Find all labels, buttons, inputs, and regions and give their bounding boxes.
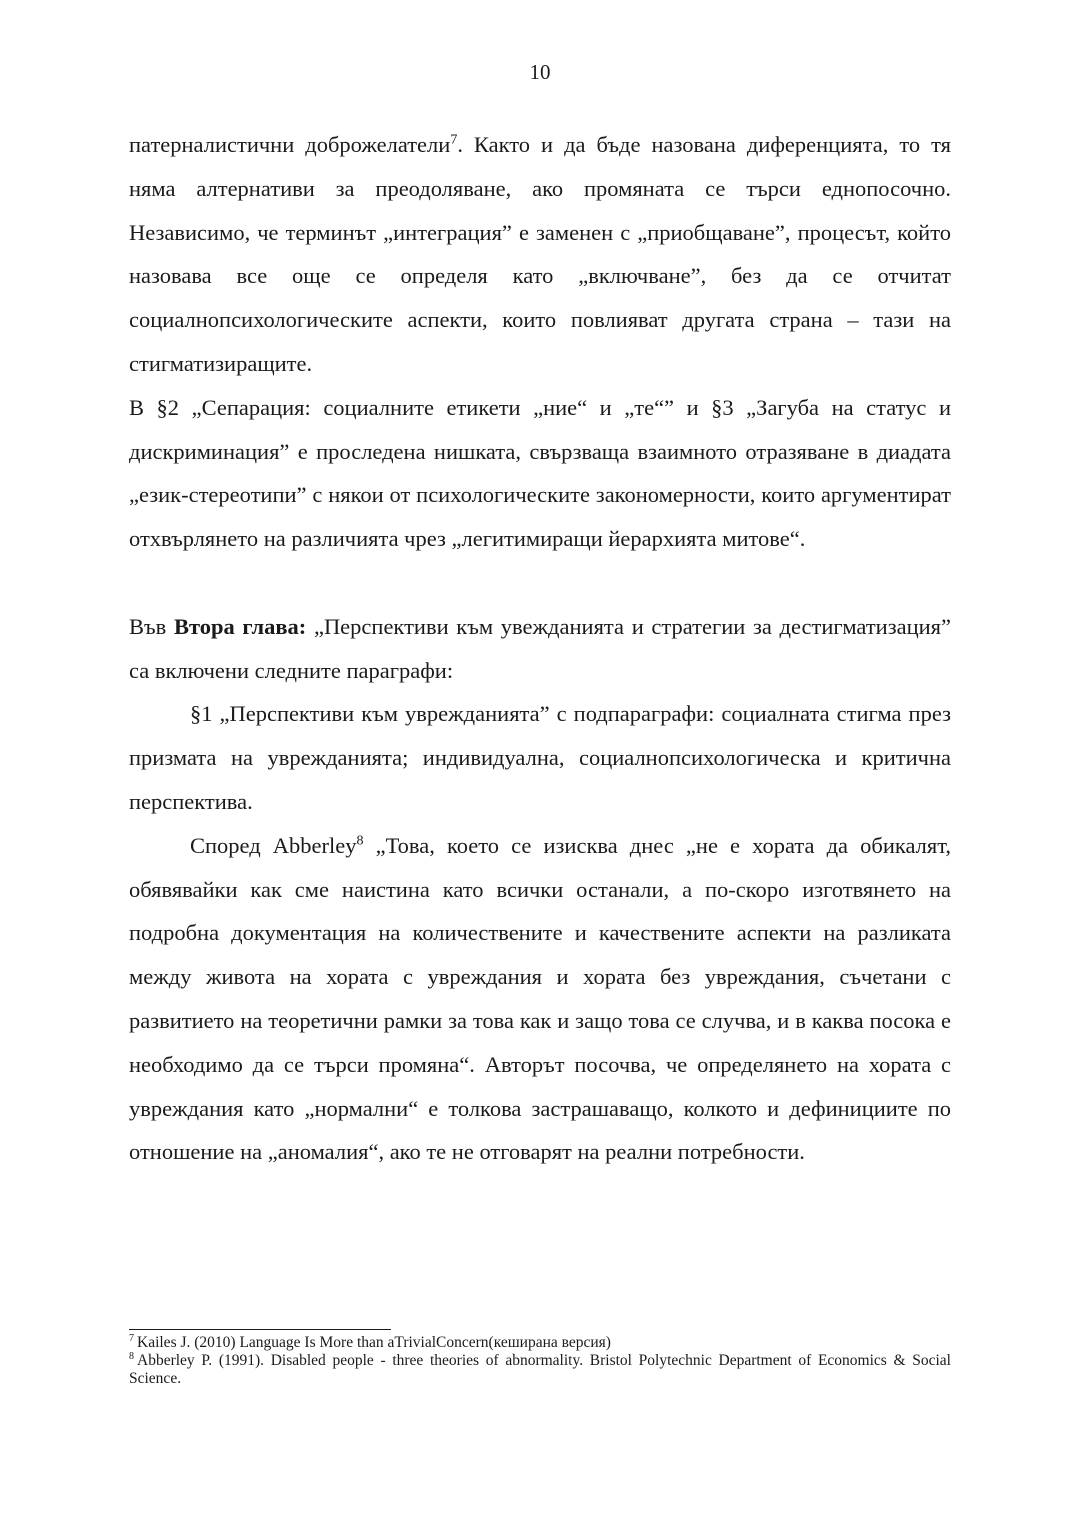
footnote-separator (129, 1329, 391, 1330)
paragraph-5-text-a: Според Abberley (190, 832, 357, 858)
paragraph-1 (129, 123, 951, 386)
footnote-8 (129, 1352, 951, 1388)
footnote-marker: 8 (129, 1351, 134, 1363)
paragraph-5 (129, 824, 951, 1174)
footnote-text: Kailes J. (2010) Language Is More than aTrivialConcern(кеширана версия) (137, 1334, 611, 1351)
paragraph-5-text-b: „Това, което се изисква днес „не е хората да обикалят, обявявайки как сме наистина като всички останали, а по-скоро изготвянето на подробна документация на количествените и качествените аспекти на разликата между живота на хората с увреждания и хората без увреждания, съчетани с развитието на теоретични рамки за това как и защо това се случва, и в каква посока е необходимо да се търси промяна“. Авторът посочва, че определянето на хората с увреждания като „нормални“ е толкова застрашаващо, колкото и дефинициите по отношение на „аномалия“, ако те не отговарят на реални потребности. (129, 832, 952, 1165)
footnote-marker: 7 (129, 1332, 134, 1344)
paragraph-3 (129, 605, 951, 693)
paragraph-4: §1 „Перспективи към уврежданията” с подпараграфи: социалната стигма през призмата на уврежданията; индивидуална, социалнопсихологическа и критична перспектива. (129, 701, 951, 814)
footnotes (129, 1334, 951, 1389)
page-number: 10 (529, 60, 551, 84)
footnote-text: Abberley P. (1991). Disabled people - three theories of abnormality. Bristol Polytechnic Department of Economics & Social Science. (129, 1352, 951, 1388)
footnote-reference-8[interactable]: 8 (356, 833, 364, 849)
chapter-heading: Втора глава: (173, 613, 307, 639)
paragraph-1-text-a: патерналистични доброжелатели (129, 132, 451, 157)
paragraph-2: В §2 „Сепарация: социалните етикети „ние“ и „те“” и §3 „Загуба на статус и дискриминация” е проследена нишката, свързваща взаимното отразяване в диадата „език-стереотипи” с някои от психологическите закономерности, които аргументират отхвърлянето на различията чрез „легитимиращи йерархията митове“. (129, 394, 951, 552)
footnote-7 (129, 1334, 951, 1352)
paragraph-3-lead: Във (129, 613, 174, 639)
paragraph-1-text-b: . Както и да бъде назована диференцията, то тя няма алтернативи за преодоляване, ако промяната се търси еднопосочно. Независимо, че терминът „интеграция” е заменен с „приобщаване”, процесът, който назовава все още се определя като „включване”, без да се отчитат социалнопсихологическите аспекти, които повлияват другата страна – тази на стигматизиращите. (129, 132, 952, 376)
paragraph-3-rest: „Перспективи към увежданията и стратегии за дестигматизация” са включени следните параграфи: (129, 613, 951, 683)
footnote-reference-7[interactable]: 7 (450, 132, 458, 148)
body-text (129, 123, 951, 1174)
